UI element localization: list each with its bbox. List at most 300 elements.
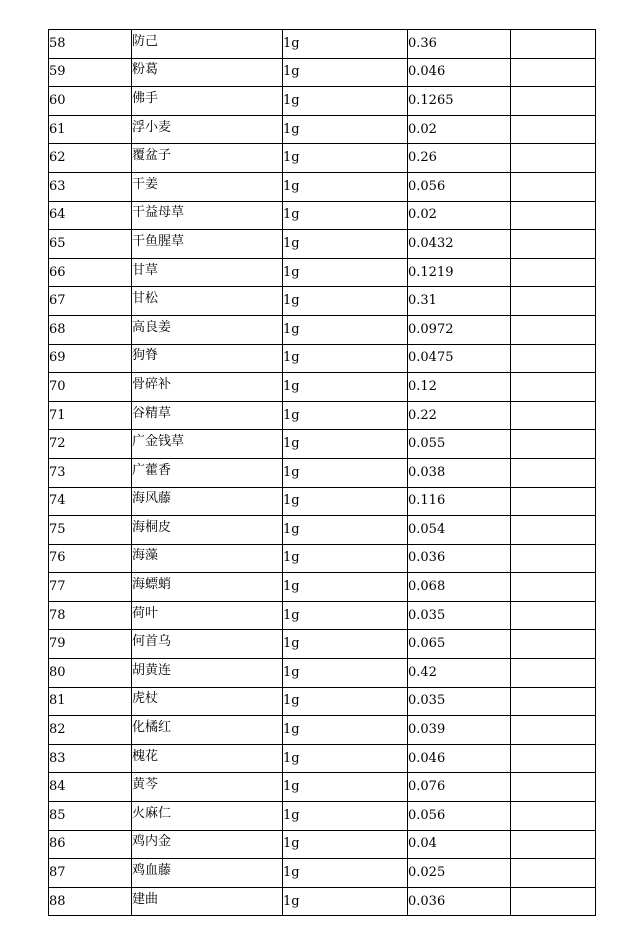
unit-cell <box>283 115 408 144</box>
row-number-cell <box>49 458 132 487</box>
unit-cell <box>283 373 408 402</box>
unit-price-cell-text: 0.025 <box>408 865 446 881</box>
unit-price-cell-text: 0.068 <box>408 579 446 595</box>
row-number-cell-text: 64 <box>49 207 66 223</box>
herb-name-cell <box>132 172 283 201</box>
herb-name-cell-text: 荷叶 <box>132 605 159 621</box>
unit-cell <box>283 401 408 430</box>
row-number-cell-text: 82 <box>49 722 66 738</box>
unit-price-cell-text: 0.065 <box>408 636 446 652</box>
unit-cell <box>283 773 408 802</box>
row-number-cell-text: 59 <box>49 64 66 80</box>
herb-name-cell-text: 甘草 <box>132 262 159 278</box>
blank-cell <box>511 516 596 545</box>
herb-name-cell <box>132 87 283 116</box>
blank-cell <box>511 287 596 316</box>
row-number-cell <box>49 373 132 402</box>
herb-name-cell-text: 海藻 <box>132 548 159 564</box>
unit-cell-text: 1g <box>283 92 300 108</box>
unit-price-cell-text: 0.1265 <box>408 92 454 108</box>
herb-name-cell-text: 鸡内金 <box>132 834 172 850</box>
unit-price-cell <box>408 487 511 516</box>
unit-price-cell-text: 0.26 <box>408 150 437 166</box>
table-row <box>49 859 596 888</box>
table-row <box>49 430 596 459</box>
herb-price-table <box>48 29 596 916</box>
unit-price-cell <box>408 287 511 316</box>
table-row <box>49 544 596 573</box>
unit-cell <box>283 573 408 602</box>
row-number-cell <box>49 58 132 87</box>
herb-name-cell <box>132 573 283 602</box>
unit-cell-text: 1g <box>283 407 300 423</box>
herb-name-cell <box>132 401 283 430</box>
table-row <box>49 344 596 373</box>
table-row <box>49 287 596 316</box>
unit-price-cell <box>408 573 511 602</box>
unit-cell <box>283 258 408 287</box>
row-number-cell-text: 83 <box>49 750 66 766</box>
unit-cell-text: 1g <box>283 836 300 852</box>
herb-name-cell <box>132 344 283 373</box>
unit-price-cell <box>408 172 511 201</box>
table-row <box>49 401 596 430</box>
herb-name-cell-text: 广金钱草 <box>132 434 185 450</box>
row-number-cell-text: 84 <box>49 779 66 795</box>
herb-name-cell-text: 鸡血藤 <box>132 863 172 879</box>
unit-price-cell <box>408 630 511 659</box>
row-number-cell-text: 72 <box>49 436 66 452</box>
unit-cell-text: 1g <box>283 121 300 137</box>
unit-price-cell <box>408 430 511 459</box>
herb-name-cell-text: 虎杖 <box>132 691 159 707</box>
unit-price-cell <box>408 744 511 773</box>
blank-cell <box>511 802 596 831</box>
unit-cell-text: 1g <box>283 321 300 337</box>
blank-cell <box>511 172 596 201</box>
unit-price-cell-text: 0.038 <box>408 464 446 480</box>
blank-cell <box>511 30 596 59</box>
row-number-cell-text: 74 <box>49 493 66 509</box>
unit-cell <box>283 830 408 859</box>
row-number-cell-text: 79 <box>49 636 66 652</box>
row-number-cell-text: 87 <box>49 865 66 881</box>
row-number-cell <box>49 258 132 287</box>
unit-price-cell <box>408 802 511 831</box>
table-row <box>49 258 596 287</box>
row-number-cell <box>49 887 132 916</box>
row-number-cell <box>49 401 132 430</box>
unit-price-cell <box>408 687 511 716</box>
unit-cell <box>283 430 408 459</box>
unit-cell-text: 1g <box>283 293 300 309</box>
table-row <box>49 115 596 144</box>
unit-price-cell-text: 0.116 <box>408 493 446 509</box>
herb-name-cell <box>132 315 283 344</box>
table-row <box>49 487 596 516</box>
herb-name-cell-text: 覆盆子 <box>132 148 172 164</box>
herb-name-cell-text: 狗脊 <box>132 348 159 364</box>
unit-cell-text: 1g <box>283 521 300 537</box>
table-row <box>49 601 596 630</box>
unit-price-cell <box>408 201 511 230</box>
unit-cell-text: 1g <box>283 664 300 680</box>
table-row <box>49 687 596 716</box>
unit-cell <box>283 201 408 230</box>
row-number-cell <box>49 716 132 745</box>
unit-cell <box>283 859 408 888</box>
unit-price-cell-text: 0.076 <box>408 779 446 795</box>
herb-name-cell-text: 高良姜 <box>132 319 172 335</box>
herb-name-cell-text: 甘松 <box>132 291 159 307</box>
unit-cell-text: 1g <box>283 464 300 480</box>
table-row <box>49 830 596 859</box>
row-number-cell <box>49 802 132 831</box>
row-number-cell-text: 69 <box>49 350 66 366</box>
herb-name-cell <box>132 601 283 630</box>
herb-name-cell <box>132 716 283 745</box>
unit-cell <box>283 58 408 87</box>
blank-cell <box>511 87 596 116</box>
row-number-cell <box>49 659 132 688</box>
table-row <box>49 315 596 344</box>
unit-cell <box>283 87 408 116</box>
unit-price-cell <box>408 315 511 344</box>
unit-cell <box>283 315 408 344</box>
row-number-cell-text: 86 <box>49 836 66 852</box>
unit-price-cell <box>408 516 511 545</box>
table-row <box>49 773 596 802</box>
row-number-cell-text: 68 <box>49 321 66 337</box>
unit-cell-text: 1g <box>283 35 300 51</box>
herb-name-cell <box>132 773 283 802</box>
unit-cell-text: 1g <box>283 378 300 394</box>
unit-cell-text: 1g <box>283 350 300 366</box>
row-number-cell <box>49 201 132 230</box>
table-row <box>49 659 596 688</box>
herb-name-cell-text: 谷精草 <box>132 405 172 421</box>
herb-name-cell <box>132 30 283 59</box>
row-number-cell-text: 88 <box>49 893 66 909</box>
herb-name-cell <box>132 458 283 487</box>
unit-price-cell-text: 0.22 <box>408 407 437 423</box>
table-body <box>49 30 596 916</box>
unit-cell-text: 1g <box>283 607 300 623</box>
row-number-cell <box>49 487 132 516</box>
unit-cell-text: 1g <box>283 722 300 738</box>
herb-name-cell-text: 浮小麦 <box>132 119 172 135</box>
row-number-cell-text: 66 <box>49 264 66 280</box>
unit-cell <box>283 744 408 773</box>
unit-price-cell <box>408 458 511 487</box>
row-number-cell-text: 85 <box>49 807 66 823</box>
row-number-cell-text: 60 <box>49 92 66 108</box>
herb-name-cell-text: 建曲 <box>132 891 159 907</box>
unit-price-cell <box>408 115 511 144</box>
herb-name-cell <box>132 287 283 316</box>
blank-cell <box>511 58 596 87</box>
row-number-cell <box>49 430 132 459</box>
herb-name-cell-text: 广藿香 <box>132 462 172 478</box>
unit-price-cell-text: 0.42 <box>408 664 437 680</box>
herb-name-cell-text: 防己 <box>132 33 159 49</box>
unit-price-cell <box>408 344 511 373</box>
herb-name-cell <box>132 659 283 688</box>
herb-name-cell <box>132 230 283 259</box>
unit-cell-text: 1g <box>283 493 300 509</box>
unit-price-cell-text: 0.036 <box>408 893 446 909</box>
unit-cell <box>283 516 408 545</box>
blank-cell <box>511 887 596 916</box>
unit-cell <box>283 344 408 373</box>
unit-price-cell-text: 0.31 <box>408 293 437 309</box>
unit-price-cell-text: 0.046 <box>408 750 446 766</box>
row-number-cell-text: 61 <box>49 121 66 137</box>
unit-price-cell <box>408 30 511 59</box>
row-number-cell-text: 73 <box>49 464 66 480</box>
unit-price-cell-text: 0.0432 <box>408 235 454 251</box>
blank-cell <box>511 458 596 487</box>
unit-price-cell <box>408 830 511 859</box>
unit-price-cell-text: 0.04 <box>408 836 437 852</box>
unit-cell <box>283 287 408 316</box>
unit-price-cell-text: 0.36 <box>408 35 437 51</box>
unit-cell <box>283 230 408 259</box>
unit-price-cell <box>408 773 511 802</box>
row-number-cell <box>49 687 132 716</box>
unit-cell-text: 1g <box>283 550 300 566</box>
row-number-cell-text: 78 <box>49 607 66 623</box>
unit-cell-text: 1g <box>283 235 300 251</box>
herb-name-cell <box>132 887 283 916</box>
unit-cell-text: 1g <box>283 750 300 766</box>
row-number-cell <box>49 830 132 859</box>
unit-cell-text: 1g <box>283 636 300 652</box>
blank-cell <box>511 487 596 516</box>
blank-cell <box>511 315 596 344</box>
blank-cell <box>511 687 596 716</box>
table-row <box>49 87 596 116</box>
herb-name-cell-text: 干姜 <box>132 176 159 192</box>
unit-cell <box>283 659 408 688</box>
unit-cell <box>283 172 408 201</box>
unit-price-cell-text: 0.0972 <box>408 321 454 337</box>
blank-cell <box>511 744 596 773</box>
blank-cell <box>511 773 596 802</box>
row-number-cell-text: 71 <box>49 407 66 423</box>
unit-cell-text: 1g <box>283 436 300 452</box>
blank-cell <box>511 659 596 688</box>
row-number-cell <box>49 859 132 888</box>
unit-cell <box>283 544 408 573</box>
table-row <box>49 802 596 831</box>
row-number-cell <box>49 87 132 116</box>
herb-name-cell-text: 胡黄连 <box>132 662 172 678</box>
unit-price-cell <box>408 58 511 87</box>
blank-cell <box>511 344 596 373</box>
row-number-cell-text: 80 <box>49 664 66 680</box>
unit-price-cell-text: 0.036 <box>408 550 446 566</box>
unit-cell-text: 1g <box>283 207 300 223</box>
blank-cell <box>511 544 596 573</box>
unit-cell <box>283 144 408 173</box>
herb-name-cell-text: 槐花 <box>132 748 159 764</box>
unit-price-cell <box>408 144 511 173</box>
table-row <box>49 230 596 259</box>
table-row <box>49 201 596 230</box>
herb-name-cell <box>132 744 283 773</box>
blank-cell <box>511 630 596 659</box>
herb-name-cell-text: 海风藤 <box>132 491 172 507</box>
unit-cell <box>283 458 408 487</box>
table-row <box>49 458 596 487</box>
row-number-cell <box>49 516 132 545</box>
row-number-cell <box>49 630 132 659</box>
row-number-cell <box>49 30 132 59</box>
unit-price-cell <box>408 601 511 630</box>
row-number-cell <box>49 344 132 373</box>
row-number-cell-text: 67 <box>49 293 66 309</box>
herb-name-cell-text: 黄芩 <box>132 777 159 793</box>
unit-price-cell-text: 0.039 <box>408 722 446 738</box>
blank-cell <box>511 573 596 602</box>
unit-price-cell-text: 0.056 <box>408 178 446 194</box>
unit-price-cell-text: 0.054 <box>408 521 446 537</box>
herb-name-cell <box>132 201 283 230</box>
herb-name-cell <box>132 516 283 545</box>
unit-cell <box>283 716 408 745</box>
herb-name-cell-text: 海螵蛸 <box>132 577 172 593</box>
unit-price-cell <box>408 258 511 287</box>
row-number-cell-text: 63 <box>49 178 66 194</box>
unit-cell <box>283 30 408 59</box>
unit-price-cell <box>408 544 511 573</box>
blank-cell <box>511 201 596 230</box>
unit-cell <box>283 802 408 831</box>
unit-price-cell-text: 0.055 <box>408 436 446 452</box>
unit-price-cell-text: 0.02 <box>408 121 437 137</box>
herb-name-cell <box>132 830 283 859</box>
row-number-cell <box>49 744 132 773</box>
herb-name-cell-text: 干鱼腥草 <box>132 233 185 249</box>
table-row <box>49 30 596 59</box>
row-number-cell <box>49 230 132 259</box>
unit-cell-text: 1g <box>283 893 300 909</box>
row-number-cell <box>49 287 132 316</box>
row-number-cell-text: 62 <box>49 150 66 166</box>
unit-cell <box>283 687 408 716</box>
unit-price-cell-text: 0.0475 <box>408 350 454 366</box>
herb-name-cell <box>132 430 283 459</box>
table-row <box>49 144 596 173</box>
blank-cell <box>511 859 596 888</box>
row-number-cell-text: 65 <box>49 235 66 251</box>
table-row <box>49 573 596 602</box>
unit-price-cell-text: 0.02 <box>408 207 437 223</box>
unit-price-cell <box>408 859 511 888</box>
unit-price-cell-text: 0.035 <box>408 607 446 623</box>
herb-name-cell-text: 骨碎补 <box>132 376 172 392</box>
blank-cell <box>511 115 596 144</box>
unit-cell <box>283 630 408 659</box>
unit-price-cell <box>408 401 511 430</box>
herb-name-cell-text: 干益母草 <box>132 205 185 221</box>
table-row <box>49 744 596 773</box>
row-number-cell <box>49 544 132 573</box>
herb-name-cell <box>132 258 283 287</box>
herb-name-cell <box>132 687 283 716</box>
unit-cell <box>283 487 408 516</box>
blank-cell <box>511 601 596 630</box>
unit-price-cell <box>408 659 511 688</box>
unit-price-cell <box>408 87 511 116</box>
row-number-cell <box>49 601 132 630</box>
herb-name-cell-text: 粉葛 <box>132 62 159 78</box>
unit-cell-text: 1g <box>283 64 300 80</box>
table-row <box>49 58 596 87</box>
herb-name-cell-text: 海桐皮 <box>132 519 172 535</box>
blank-cell <box>511 230 596 259</box>
row-number-cell-text: 76 <box>49 550 66 566</box>
unit-price-cell-text: 0.1219 <box>408 264 454 280</box>
unit-cell-text: 1g <box>283 579 300 595</box>
herb-name-cell <box>132 58 283 87</box>
herb-name-cell <box>132 115 283 144</box>
blank-cell <box>511 430 596 459</box>
unit-price-cell <box>408 373 511 402</box>
unit-price-cell-text: 0.12 <box>408 378 437 394</box>
unit-cell-text: 1g <box>283 178 300 194</box>
table-row <box>49 516 596 545</box>
blank-cell <box>511 716 596 745</box>
herb-name-cell <box>132 373 283 402</box>
row-number-cell <box>49 144 132 173</box>
blank-cell <box>511 373 596 402</box>
row-number-cell <box>49 573 132 602</box>
row-number-cell <box>49 773 132 802</box>
unit-cell-text: 1g <box>283 865 300 881</box>
unit-cell-text: 1g <box>283 807 300 823</box>
row-number-cell-text: 77 <box>49 579 66 595</box>
unit-price-cell <box>408 716 511 745</box>
blank-cell <box>511 401 596 430</box>
unit-cell-text: 1g <box>283 150 300 166</box>
herb-name-cell <box>132 630 283 659</box>
herb-name-cell <box>132 859 283 888</box>
herb-name-cell-text: 化橘红 <box>132 720 172 736</box>
unit-price-cell-text: 0.035 <box>408 693 446 709</box>
row-number-cell <box>49 115 132 144</box>
row-number-cell-text: 75 <box>49 521 66 537</box>
unit-cell-text: 1g <box>283 779 300 795</box>
row-number-cell-text: 70 <box>49 378 66 394</box>
herb-name-cell-text: 何首乌 <box>132 634 172 650</box>
herb-name-cell-text: 佛手 <box>132 90 159 106</box>
unit-cell-text: 1g <box>283 693 300 709</box>
herb-name-cell <box>132 487 283 516</box>
blank-cell <box>511 258 596 287</box>
unit-price-cell <box>408 230 511 259</box>
blank-cell <box>511 830 596 859</box>
table-row <box>49 887 596 916</box>
unit-price-cell <box>408 887 511 916</box>
table-row <box>49 373 596 402</box>
blank-cell <box>511 144 596 173</box>
table-row <box>49 172 596 201</box>
unit-cell <box>283 887 408 916</box>
table-row <box>49 630 596 659</box>
row-number-cell-text: 81 <box>49 693 66 709</box>
